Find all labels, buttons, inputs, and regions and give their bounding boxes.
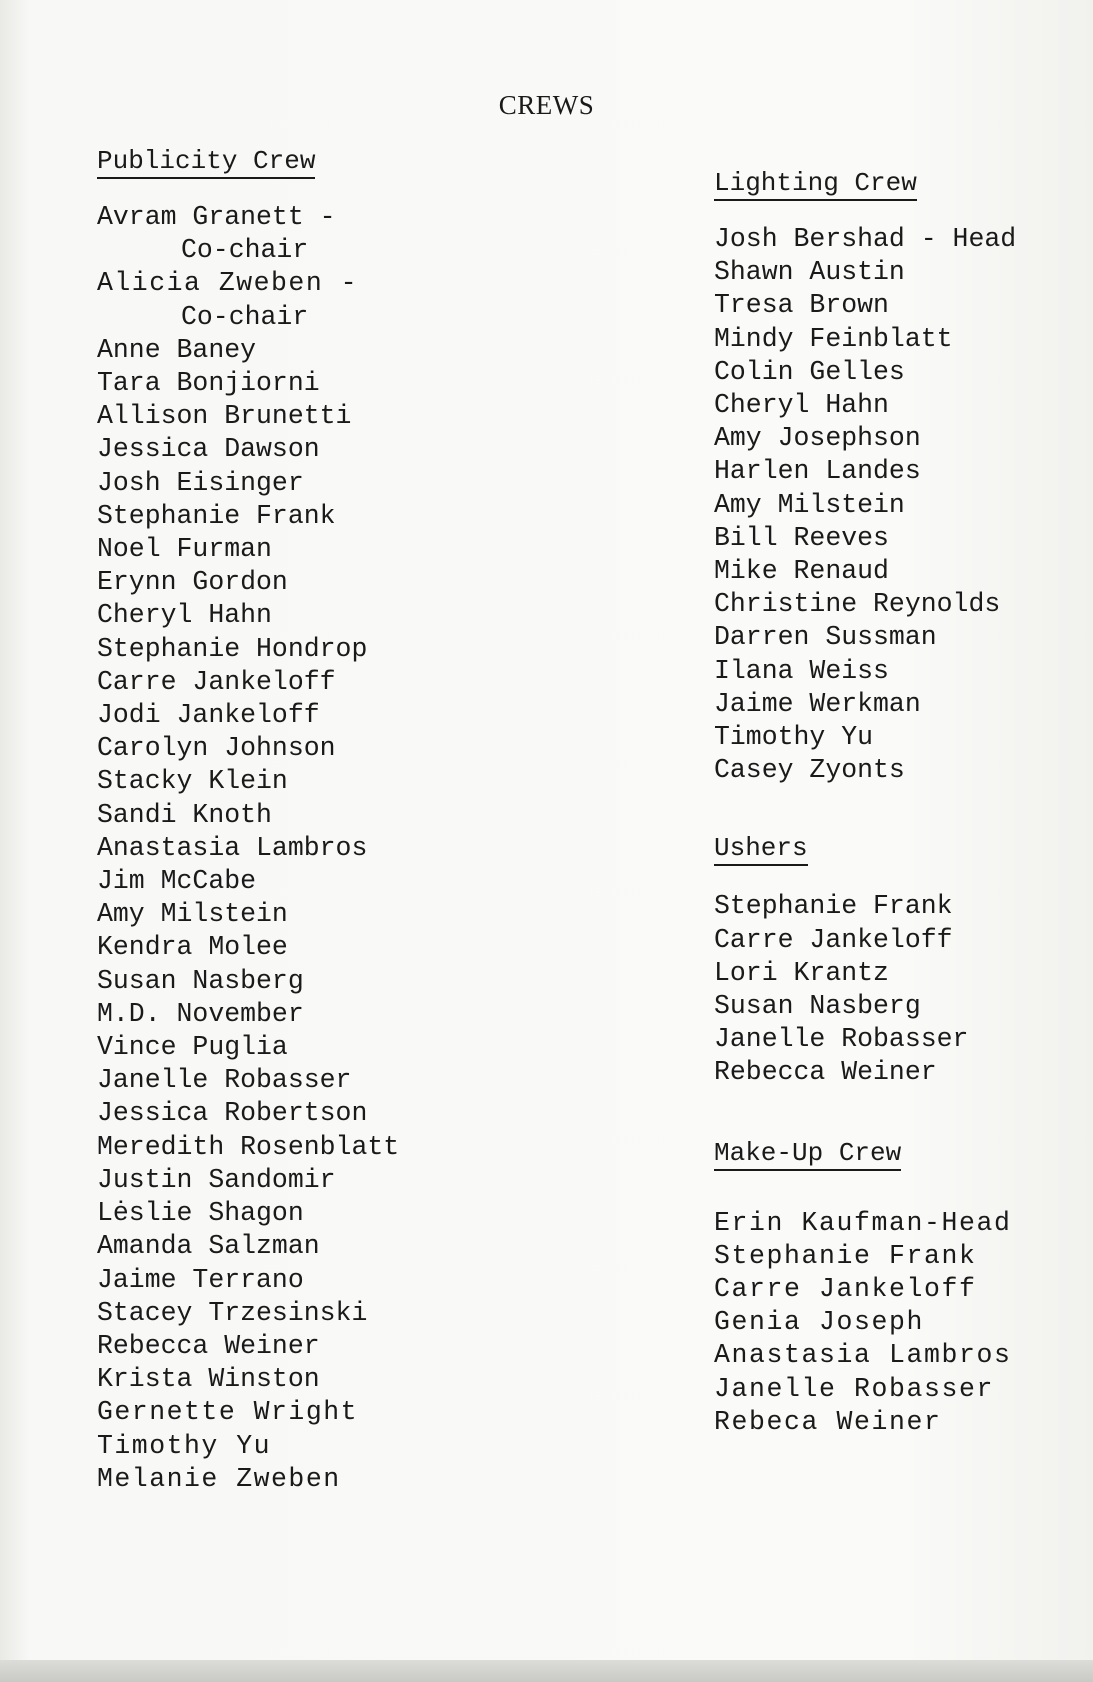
crew-member: Jim McCabe <box>97 866 257 897</box>
crew-member: Amy Milstein <box>97 899 288 930</box>
makeup-crew-heading: Make-Up Crew <box>714 1138 901 1171</box>
crew-member: Jaime Werkman <box>714 688 921 719</box>
makeup-crew-list <box>714 1207 1084 1439</box>
lighting-crew-list <box>714 223 1084 787</box>
crew-member: Krista Winston <box>97 1364 320 1395</box>
crew-member: Amy Josephson <box>714 423 921 454</box>
crew-member: Stephanie Frank <box>714 891 953 922</box>
crew-member: Bill Reeves <box>714 522 889 553</box>
crew-member: Anne Baney <box>97 334 257 365</box>
crew-member: Lori Krantz <box>714 957 889 988</box>
crew-member: Mindy Feinblatt <box>714 323 953 354</box>
crew-member: Jessica Robertson <box>97 1098 368 1129</box>
crew-member: Lėslie Shagon <box>97 1198 304 1229</box>
crew-member: Co-chair <box>181 235 309 266</box>
crew-member: Shawn Austin <box>714 257 905 288</box>
crew-member: Harlen Landes <box>714 456 921 487</box>
crew-member: Colin Gelles <box>714 356 905 387</box>
crew-member: Carre Jankeloff <box>714 1274 977 1305</box>
crew-member: Ilana Weiss <box>714 655 889 686</box>
page-title: CREWS <box>498 90 595 120</box>
crew-member: Carolyn Johnson <box>97 733 336 764</box>
crew-member: Mike Renaud <box>714 556 889 587</box>
crew-member: Josh Bershad - Head <box>714 224 1017 254</box>
crew-member: Timothy Yu <box>97 1430 272 1461</box>
crew-member: Christine Reynolds <box>714 589 1001 620</box>
crew-member: Co-chair <box>181 301 309 332</box>
crew-member: Jessica Dawson <box>97 434 320 465</box>
scan-edge <box>0 1660 1093 1682</box>
crew-member: Stacky Klein <box>97 766 288 797</box>
crew-member: Janelle Robasser <box>714 1024 969 1055</box>
crew-member: Amy Milstein <box>714 489 905 520</box>
crew-member: Allison Brunetti <box>97 401 352 432</box>
crew-member: Tresa Brown <box>714 290 889 321</box>
crew-member: Tara Bonjiorni <box>97 368 320 399</box>
crew-member: Casey Zyonts <box>714 755 905 786</box>
crew-member: Rebeca Weiner <box>714 1406 942 1437</box>
crew-member: M.D. November <box>97 998 304 1029</box>
crew-member: Gernette Wright <box>97 1397 359 1428</box>
crew-member: Jaime Terrano <box>97 1264 304 1295</box>
crew-member: Carre Jankeloff <box>97 666 336 697</box>
crew-member: Avram Granett - <box>97 202 336 232</box>
crew-member: Stephanie Frank <box>97 500 336 531</box>
crew-member: Timothy Yu <box>714 722 874 753</box>
crew-member: Stacey Trzesinski <box>97 1297 368 1328</box>
crew-member: Noel Furman <box>97 534 272 565</box>
crew-member: Stephanie Frank <box>714 1240 977 1271</box>
crew-member: Anastasia Lambros <box>714 1340 1012 1371</box>
crew-member: Cheryl Hahn <box>714 390 889 421</box>
publicity-crew-heading: Publicity Crew <box>97 146 315 179</box>
crew-member: Jodi Jankeloff <box>97 700 320 731</box>
crew-member: Kendra Molee <box>97 932 288 963</box>
crew-member: Darren Sussman <box>714 622 937 653</box>
crew-member: Cheryl Hahn <box>97 600 272 631</box>
crew-member: Sandi Knoth <box>97 799 272 830</box>
crew-member: Susan Nasberg <box>97 965 304 996</box>
crew-member: Anastasia Lambros <box>97 832 368 863</box>
publicity-crew-list <box>97 201 517 1496</box>
left-column <box>97 146 517 1496</box>
lighting-crew-heading: Lighting Crew <box>714 168 917 201</box>
right-column <box>714 168 1084 1439</box>
crew-member: Alicia Zweben - <box>97 268 359 299</box>
crew-member: Genia Joseph <box>714 1307 925 1338</box>
crew-member: Melanie Zweben <box>97 1463 341 1494</box>
ushers-list <box>714 890 1084 1089</box>
crew-member: Amanda Salzman <box>97 1231 320 1262</box>
crew-member: Carre Jankeloff <box>714 924 953 955</box>
crew-member: Janelle Robasser <box>714 1373 995 1404</box>
crew-member: Erynn Gordon <box>97 567 288 598</box>
crew-member: Rebecca Weiner <box>97 1330 320 1361</box>
crew-member: Stephanie Hondrop <box>97 633 368 664</box>
crew-member: Vince Puglia <box>97 1032 288 1063</box>
crew-member: Janelle Robasser <box>97 1065 352 1096</box>
crew-member: Justin Sandomir <box>97 1164 336 1195</box>
crew-member: Rebecca Weiner <box>714 1057 937 1088</box>
crew-member: Erin Kaufman-Head <box>714 1207 1012 1238</box>
crew-member: Susan Nasberg <box>714 991 921 1022</box>
crew-member: Meredith Rosenblatt <box>97 1131 400 1162</box>
ushers-heading: Ushers <box>714 833 808 866</box>
crew-member: Josh Eisinger <box>97 467 304 498</box>
